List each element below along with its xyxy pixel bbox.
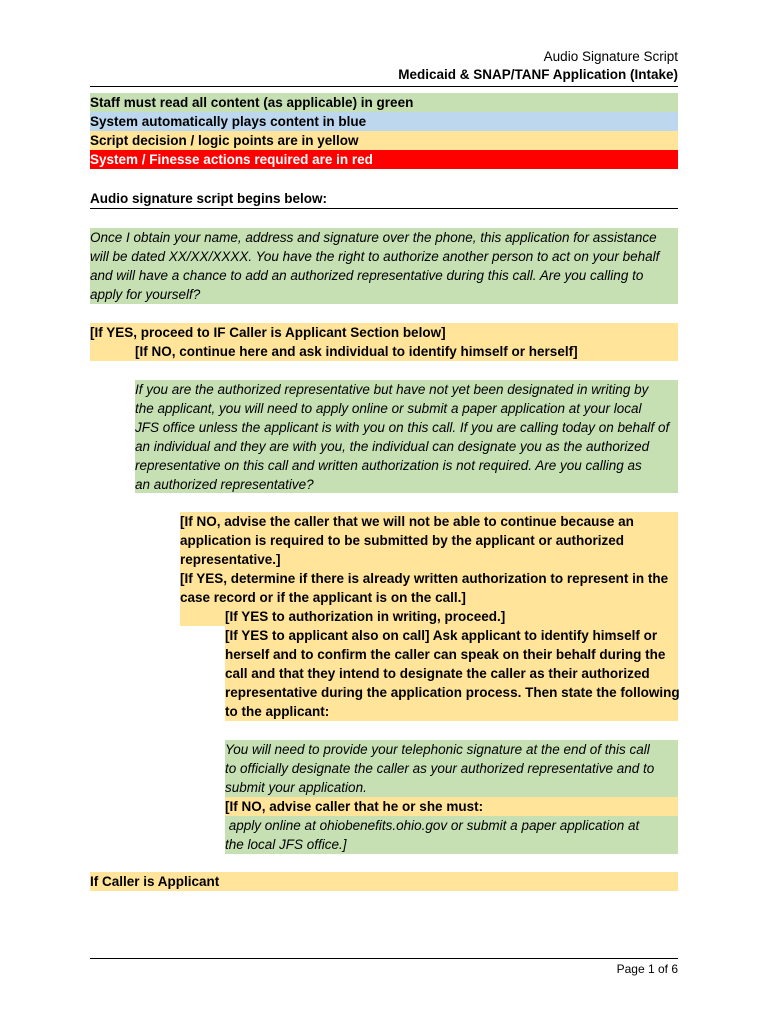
- header-rule: [90, 86, 678, 87]
- rep-line: JFS office unless the applicant is with you on this call. If you are calling today on behalf of: [135, 420, 670, 435]
- legend-blue: System automatically plays content in blue: [90, 112, 678, 131]
- header-title: Audio Signature Script: [543, 49, 678, 64]
- header-subtitle: Medicaid & SNAP/TANF Application (Intake): [398, 67, 678, 82]
- section-heading: Audio signature script begins below:: [90, 191, 328, 206]
- section-rule: [90, 208, 678, 209]
- intro-line: Once I obtain your name, address and signature over the phone, this application for assistance: [90, 230, 657, 245]
- rep-line: If you are the authorized representative but have not yet been designated in writing by: [135, 382, 649, 397]
- intro-line: apply for yourself?: [90, 287, 201, 302]
- decision-no: [If NO, continue here and ask individual to identify himself or herself]: [135, 344, 578, 359]
- logic-line: [If NO, advise the caller that we will not be able to continue because an: [180, 514, 634, 529]
- signature-block: [225, 740, 678, 797]
- advise-no: [If NO, advise caller that he or she must:: [225, 797, 678, 816]
- footer-rule: [90, 958, 678, 959]
- apply-line: the local JFS office.]: [225, 837, 347, 852]
- intro-block: [90, 228, 678, 304]
- applicant-call-line: to the applicant:: [225, 704, 330, 719]
- logic-line: [If YES, determine if there is already written authorization to represent in the: [180, 571, 669, 586]
- rep-line: an individual and they are with you, the individual can designate you as the authorized: [135, 439, 650, 454]
- rep-line: the applicant, you will need to apply online or submit a paper application at your local: [135, 401, 642, 416]
- logic-block: [180, 512, 678, 607]
- rep-line: an authorized representative?: [135, 477, 314, 492]
- applicant-call-line: call and that they intend to designate the caller as their authorized: [225, 666, 650, 681]
- logic-line: application is required to be submitted by the applicant or authorized: [180, 533, 625, 548]
- applicant-call-line: herself and to confirm the caller can speak on their behalf during the: [225, 647, 666, 662]
- apply-line: apply online at ohiobenefits.ohio.gov or submit a paper application at: [225, 818, 640, 833]
- signature-line: to officially designate the caller as your authorized representative and to: [225, 761, 655, 776]
- applicant-call-line: [If YES to applicant also on call] Ask applicant to identify himself or: [225, 628, 658, 643]
- logic-line: case record or if the applicant is on the call.]: [180, 590, 466, 605]
- decision-block: [90, 323, 678, 361]
- signature-line: You will need to provide your telephonic signature at the end of this call: [225, 742, 650, 757]
- decision-yes: [If YES, proceed to IF Caller is Applicant Section below]: [90, 325, 446, 340]
- apply-block: [225, 816, 678, 854]
- legend-red: System / Finesse actions required are in red: [90, 150, 678, 169]
- signature-line: submit your application.: [225, 780, 367, 795]
- applicant-call-line: representative during the application process. Then state the following: [225, 685, 680, 700]
- legend-yellow: Script decision / logic points are in yellow: [90, 131, 678, 150]
- rep-line: representative on this call and written authorization is not required. Are you calling as: [135, 458, 642, 473]
- auth-writing: [If YES to authorization in writing, proceed.]: [180, 607, 678, 626]
- caller-applicant-heading: If Caller is Applicant: [90, 872, 678, 891]
- applicant-call-block: [225, 626, 678, 721]
- page-number: Page 1 of 6: [616, 962, 678, 976]
- intro-line: and will have a chance to add an authorized representative during this call. Are you calling to: [90, 268, 644, 283]
- legend-green: Staff must read all content (as applicable) in green: [90, 93, 678, 112]
- logic-line: representative.]: [180, 552, 281, 567]
- rep-block: [135, 380, 678, 493]
- intro-line: will be dated XX/XX/XXXX. You have the right to authorize another person to act on your behalf: [90, 249, 660, 264]
